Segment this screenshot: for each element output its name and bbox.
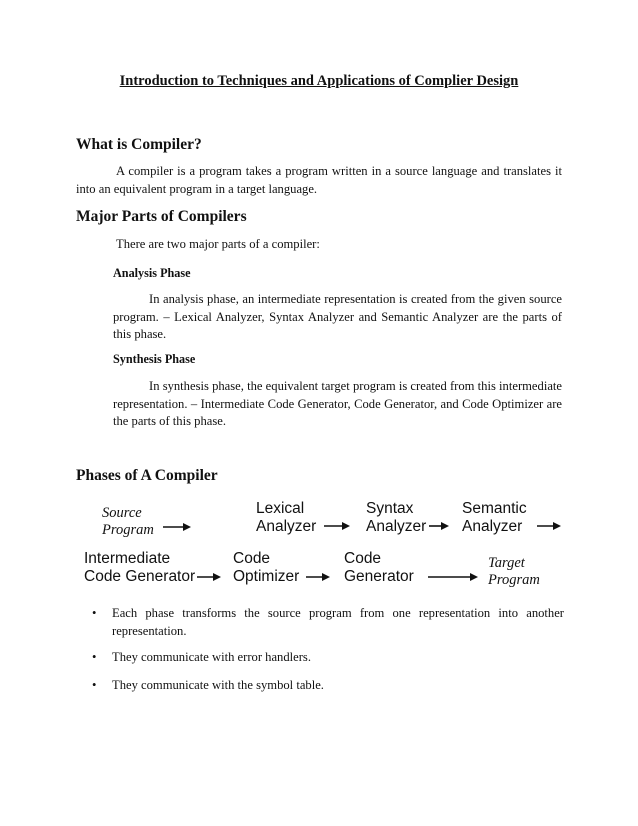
heading-what-is-compiler: What is Compiler? bbox=[76, 136, 202, 153]
heading-synthesis-phase: Synthesis Phase bbox=[113, 352, 196, 366]
synthesis-phase-body: In synthesis phase, the equivalent target program is created from this intermediate representation. – Intermediate Code Generator, Code Generator, and Code Optimizer are the parts of this phase. bbox=[113, 379, 562, 428]
bullet-item-symbol-table bbox=[88, 677, 564, 695]
heading-phases: Phases of A Compiler bbox=[76, 467, 218, 484]
bullet-icon: • bbox=[92, 606, 97, 620]
arrow-icon bbox=[429, 521, 449, 531]
major-parts-intro: There are two major parts of a compiler: bbox=[116, 237, 320, 251]
diagram-node-source-program: Source Program bbox=[102, 505, 154, 538]
bullet-text: They communicate with error handlers. bbox=[112, 650, 311, 664]
arrow-icon bbox=[537, 521, 561, 531]
analysis-phase-body: In analysis phase, an intermediate representation is created from the given source program. – Lexical Analyzer, Syntax Analyzer and Semantic Analyzer are the parts of this phase. bbox=[113, 292, 562, 341]
diagram-node-code-generator: Code Generator bbox=[344, 550, 414, 585]
heading-major-parts: Major Parts of Compilers bbox=[76, 208, 247, 225]
bullet-text: They communicate with the symbol table. bbox=[112, 678, 324, 692]
diagram-node-lexical-analyzer: Lexical Analyzer bbox=[256, 500, 317, 535]
page-title: Introduction to Techniques and Applications of Complier Design bbox=[119, 73, 519, 89]
arrow-icon bbox=[197, 572, 221, 582]
arrow-icon bbox=[428, 572, 478, 582]
bullet-text: Each phase transforms the source program from one representation into another representation. bbox=[112, 606, 564, 638]
diagram-node-semantic-analyzer: Semantic Analyzer bbox=[462, 500, 527, 535]
diagram-node-target-program: Target Program bbox=[488, 555, 540, 588]
arrow-icon bbox=[306, 572, 330, 582]
diagram-node-syntax-analyzer: Syntax Analyzer bbox=[366, 500, 427, 535]
diagram-node-code-optimizer: Code Optimizer bbox=[233, 550, 300, 585]
heading-analysis-phase: Analysis Phase bbox=[113, 266, 191, 280]
bullet-icon: • bbox=[92, 678, 97, 692]
bullet-item-error-handlers bbox=[88, 649, 564, 667]
bullet-icon: • bbox=[92, 650, 97, 664]
diagram-node-intermediate-code-generator: Intermediate Code Generator bbox=[84, 550, 196, 585]
arrow-icon bbox=[324, 521, 350, 531]
compiler-definition: A compiler is a program takes a program written in a source language and translates it into an equivalent program in a target language. bbox=[76, 164, 562, 196]
arrow-icon bbox=[163, 522, 191, 532]
bullet-item-transforms bbox=[88, 605, 564, 640]
